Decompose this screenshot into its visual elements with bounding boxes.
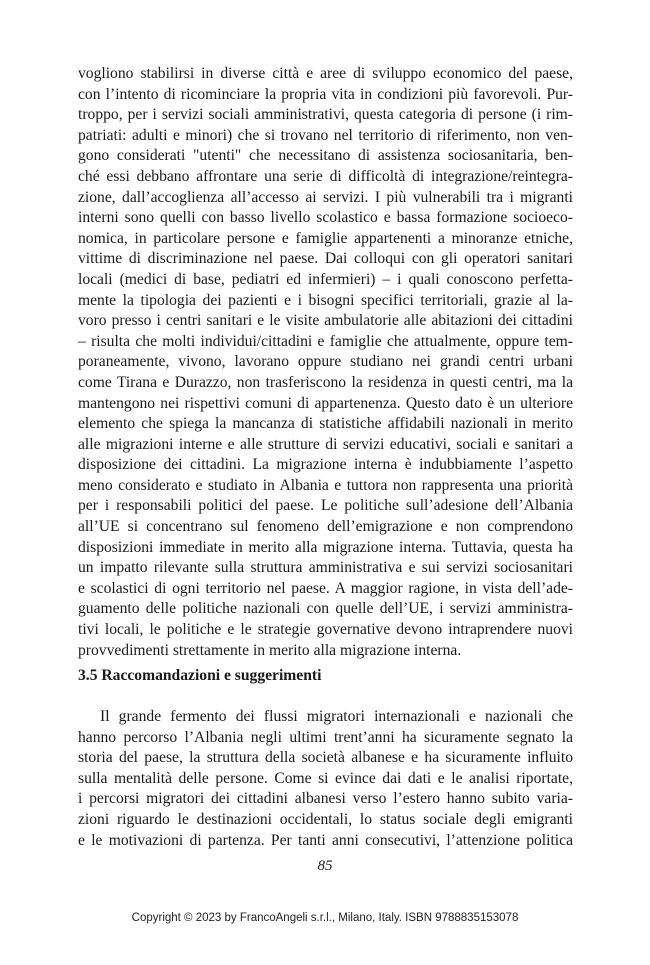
text-line: ché essi debbano affrontare una serie di difficoltà di integrazione/reintegra- xyxy=(78,167,573,185)
text-line: provvedimenti strettamente in merito alla migrazione interna. xyxy=(78,641,462,659)
section-heading: 3.5 Raccomandazioni e suggerimenti xyxy=(78,667,322,684)
text-line: locali (medici di base, pediatri ed infermieri) – i quali conoscono perfetta- xyxy=(78,270,573,288)
text-line: troppo, per i servizi sociali amministrativi, questa categoria di persone (i rim- xyxy=(78,106,573,124)
text-line: mantengono nei rispettivi comuni di appartenenza. Questo dato è un ulteriore xyxy=(78,394,573,412)
text-line: alle migrazioni interne e alle strutture di servizi educativi, sociali e sanitari a xyxy=(78,435,573,453)
text-line: disposizioni immediate in merito alla migrazione interna. Tuttavia, questa ha xyxy=(78,538,573,556)
body-paragraph-2 xyxy=(78,707,573,851)
text-line: tivi locali, le politiche e le strategie governative devono intraprendere nuovi xyxy=(78,621,573,639)
text-line: vogliono stabilirsi in diverse città e aree di sviluppo economico del paese, xyxy=(78,65,573,82)
text-line: e le motivazioni di partenza. Per tanti anni consecutivi, l’attenzione politica xyxy=(78,831,573,849)
text-line: meno considerato e studiato in Albania e tuttora non rappresenta una priorità xyxy=(78,476,573,494)
text-line: vittime di discriminazione nel paese. Dai colloqui con gli operatori sanitari xyxy=(78,250,573,268)
text-line: mente la tipologia dei pazienti e i bisogni specifici territoriali, grazie al la- xyxy=(78,291,573,309)
text-line: come Tirana e Durazzo, non trasferiscono la residenza in questi centri, ma la xyxy=(78,373,573,391)
text-line: per i responsabili politici del paese. Le politiche sull’adesione dell’Albania xyxy=(78,497,573,515)
body-paragraph-1 xyxy=(78,64,573,661)
text-line: nomica, in particolare persone e famiglie appartenenti a minoranze etniche, xyxy=(78,229,573,247)
text-line: zioni riguardo le destinazioni occidentali, lo status sociale degli emigranti xyxy=(78,810,573,828)
text-line: i percorsi migratori dei cittadini albanesi verso l’estero hanno subito varia- xyxy=(78,790,573,808)
text-line: patriati: adulti e minori) che si trovano nel territorio di riferimento, non ven- xyxy=(78,126,573,144)
page-number: 85 xyxy=(317,858,333,874)
text-line: – risulta che molti individui/cittadini e famiglie che attualmente, oppure tem- xyxy=(78,332,573,350)
text-line: gono considerati "utenti" che necessitano di assistenza sociosanitaria, ben- xyxy=(78,147,573,165)
text-line: storia del paese, la struttura della società albanese e ha sicuramente influito xyxy=(78,749,573,767)
text-line: disposizione dei cittadini. La migrazione interna è indubbiamente l’aspetto xyxy=(78,456,573,474)
text-line: Il grande fermento dei flussi migratori internazionali e nazionali che xyxy=(100,708,573,725)
text-line: con l’intento di ricominciare la propria vita in condizioni più favorevoli. Pur- xyxy=(78,85,573,103)
text-line: sulla mentalità delle persone. Come si evince dai dati e le analisi riportate, xyxy=(78,769,573,787)
text-line: e scolastici di ogni territorio nel paese. A maggior ragione, in vista dell’ade- xyxy=(78,579,573,597)
text-line: un impatto rilevante sulla struttura amministrativa e sui servizi sociosanitari xyxy=(78,559,573,577)
text-line: hanno percorso l’Albania negli ultimi trent’anni ha sicuramente segnato la xyxy=(78,728,573,746)
text-line: voro presso i centri sanitari e le visite ambulatorie alle abitazioni dei cittadini xyxy=(78,312,573,330)
text-line: elemento che spiega la mancanza di statistiche affidabili nazionali in merito xyxy=(78,415,573,433)
text-line: all’UE si concentrano sul fenomeno dell’emigrazione e non comprendono xyxy=(78,518,573,536)
text-line: zione, dall’accoglienza all’accesso ai servizi. I più vulnerabili tra i migranti xyxy=(78,188,573,206)
text-line: poraneamente, vivono, lavorano oppure studiano nei grandi centri urbani xyxy=(78,353,573,371)
text-line: guamento delle politiche nazionali con quelle dell’UE, i servizi amministra- xyxy=(78,600,573,618)
copyright-notice: Copyright © 2023 by FrancoAngeli s.r.l., Milano, Italy. ISBN 9788835153078 xyxy=(131,912,519,924)
text-line: interni sono quelli con basso livello scolastico e bassa formazione socioeco- xyxy=(78,209,573,227)
